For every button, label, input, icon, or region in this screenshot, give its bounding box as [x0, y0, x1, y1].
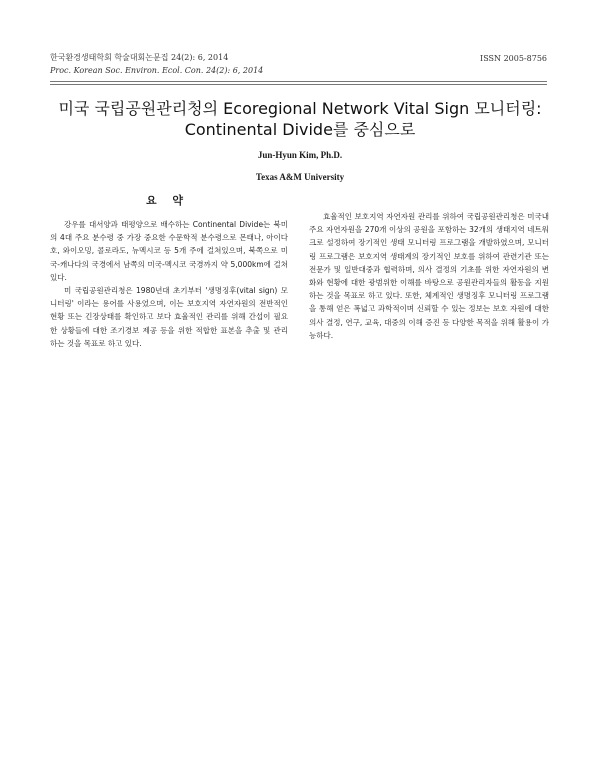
paper-title-line-2: Continental Divide를 중심으로 [184, 120, 416, 139]
journal-citation-ko: 한국환경생태학회 학술대회논문집 24(2): 6, 2014 [50, 53, 229, 62]
header-rule-bottom [50, 84, 547, 85]
issn-label: ISSN 2005-8756 [480, 54, 547, 63]
abstract-heading: 요 약 [145, 194, 190, 207]
author-name: Jun-Hyun Kim, Ph.D. [257, 150, 343, 160]
journal-citation-en: Proc. Korean Soc. Environ. Ecol. Con. 24(2): 6, 2014 [50, 66, 264, 75]
author-affiliation: Texas A&M University [255, 172, 345, 182]
paper-title-line-1: 미국 국립공원관리청의 Ecoregional Network Vital Sign 모니터링: [58, 99, 542, 118]
header-rule-top [50, 81, 547, 82]
abstract-paragraph-2: 미 국립공원관리청은 1980년대 초기부터 '생명징후(vital sign) 모니터링' 이라는 용어를 사용었으며, 이는 보호지역 자연자원의 전반적인 현황 또는 긴장상태를 확인하고 보다 효율적인 관리를 위해 간섭이 필요한 상황들에 대한 조기경보 제공 등을 위한 적합한 표본을 추출 및 관리 하는 것을 목표로 하고 있다. [50, 286, 288, 348]
abstract-right-column [309, 210, 549, 342]
abstract-paragraph-1: 강우를 대서양과 태평양으로 배수하는 Continental Divide는 북미의 4대 주요 분수령 중 가장 중요한 수문학적 분수령으로 몬태나, 아이다호, 와이오밍, 콜로라도, 뉴멕시코 등 5개 주에 걸쳐있으며, 북쪽으로 미국-캐나다의 국경에서 남쪽의 미국-멕시코 국경까지 약 5,000km에 걸쳐 있다. [50, 220, 288, 282]
abstract-paragraph-3: 효율적인 보호지역 자연자원 관리를 위하여 국립공원관리청은 미국내 주요 자연자원을 270개 이상의 공원을 포함하는 32개의 생태지역 네트워크로 설정하여 장기적인 생태 모니터링 프로그램을 개발하였으며, 모니터링 프로그램은 보호지역 생태계의 장기적인 보호를 위하여 관련기관 또는 전문가 및 일반대중과 협력하며, 의사 결정의 기초를 위한 자연자원의 변화와 현황에 대한 광범위한 이해를 바탕으로 공원관리자들의 활동을 지원하는 것을 목표로 하고 있다. 또한, 체계적인 생명징후 모니터링 프로그램을 통해 얻은 폭넓고 과학적이며 신뢰할 수 있는 정보는 보호 자원에 대한 의사 결정, 연구, 교육, 대중의 이해 증진 등 다양한 목적을 위해 활용이 가능하다. [309, 212, 549, 340]
abstract-left-column [50, 218, 288, 350]
